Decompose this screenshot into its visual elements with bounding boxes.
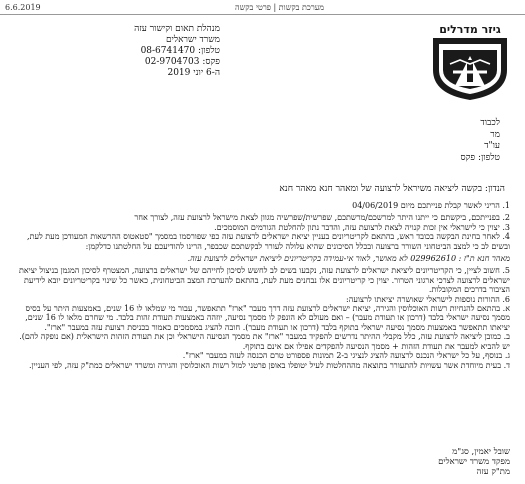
recipient-block bbox=[400, 118, 500, 164]
print-date: 6.6.2019 bbox=[5, 3, 41, 12]
coordination-line: טלפון: 08-6741470 bbox=[140, 46, 220, 56]
paragraph: ד. בעית מיוחדת אשר עשויות להתעורר בתוצאה מההחלטות לעיל יטופלו באופן פרטני למול רשות האוכלוסין והגירה ומשרד ישראלים כמת"ק עזה, לפי העניין. bbox=[28, 360, 510, 370]
paragraph: 6. ההורות נוספות לישראלי שאושרה יציאתו לרצועה: bbox=[346, 294, 510, 304]
subject-line: הנדון: בקשה ליציאה משיראל לרצועה של ומאהר חנא מאהר חנא bbox=[279, 184, 505, 194]
paragraph: א. בהתאם להנחיות רשות האוכלוסין והגירה, יציאת ישראלים לרצועת עזה דרך מעבר "ארז" תתאפשר, עבור מי שמלאו לו 16 שנים, באמצעות היתר על בסיס מסמך נסיעה ישראלי בלבד (דרכון או תעודת מעבר) – ואם מעולם לא הונפק לו מסמך נסיעה, יוזהה באמצעות תעודת זהות בלבד. מי שחרם מלאו לו 16 שנים, יציאתו תתאפשר באמצעות מסמך נסיעה ישראלי בתוקף בלבד (דרכון או תעודת מעבר). חובה להציג במסמכים כאמור בכניסת רצועת עזה במעבר "ארז". bbox=[25, 304, 510, 332]
coordination-line: מנהלת תאום וקישור עזה bbox=[134, 24, 220, 34]
paragraph: 3. יצוין כי לישראלי אין זכות קנויה לצאת לרצועת עזה, והדבר נתון להחלטת הגורמים המוסמכים. bbox=[214, 222, 510, 232]
paragraph: ב. כמובן ליציאה לרצועת עזה, כלל מקבלי ההיתר נדרשים להפקיד במעבר "ארז" את מסמך הנסיעה הישראלי וכן את תעודת הזהות הישראלית (אם נופקה להם). יש להביא למעבר את תעודת הזהות + מסמך הנסיעה להפקדים אפילו אם אינם בתוקף. bbox=[19, 332, 510, 351]
recipient-line: לכבוד bbox=[480, 118, 500, 128]
coordination-line: פקס: 02-9704703 bbox=[144, 57, 220, 67]
letter-body bbox=[10, 201, 510, 370]
recipient-line: מר bbox=[490, 129, 500, 140]
recipient-line: טלפון: פקס bbox=[460, 152, 500, 163]
decision-line: מאהר חנא ת"ז : 029962610 לא מאושר, לאור אי-עמידה בקריטריונים ליציאת ישראלים לרצועת עזה. bbox=[187, 254, 510, 264]
coordination-line: משרד ישראלים bbox=[165, 35, 220, 45]
coordination-line: ה-6 יוני 2019 bbox=[167, 68, 220, 78]
signature-line: שובל יאמין, סג"מ bbox=[452, 447, 510, 457]
signature-line: מת"ק עזה bbox=[476, 467, 510, 477]
signature-block bbox=[420, 447, 510, 477]
recipient-line: עו"ד bbox=[484, 141, 500, 151]
signature-line: מפקד משרד ישראלים bbox=[438, 457, 510, 467]
system-title: מערכת בקשות | פרטי בקשה bbox=[235, 3, 325, 12]
paragraph: ג. בנוסף, על כל ישראלי הנכנס לרצועה להציג לנציגי ב-2 תמונות פספורט טרם הכנסה לעזה במעבר "ארז". bbox=[182, 351, 510, 361]
logo-text: גיזר מדרלים bbox=[439, 23, 501, 36]
paragraph: 2. בפנייתכם, ביקשתם כי ייתנו היתר למרשכם/מרשתכם, שפרשית/שפרשיה מגוון לצאת מישראל לרצועת עזה, לצורך אחר bbox=[134, 213, 510, 223]
paragraph: 4. לאחר בחינת הבקשה בכובד ראש, בהתאם לקריטריונים בעניין יציאת ישראלים לרצועת עזה כפי שפורסמו במסמך "סטאטוס ההרשאות המעודכן מעת לעת, ובשים לב כי למצב הביטחוני השורר ברצועה ובכלל הסיכונים שהיא עלולה לעורר לבקשתכם שכבפר, הרינו להודיעכם על החלטתנו כדלקמן: bbox=[27, 232, 510, 251]
paragraph: 5. חשוב לציין, כי הקריטריונים ליציאת ישראלים לרצועת עזה, נקבעו בשים לב לחשש לסיכון לחייהם של ישראלים ברצועה, המצטרף לסיכון המגמן בניצול יציאת ישראלים לרצועה לצרכי ארגוני הטרור. יצוין כי קריטריונים אלו נבחנים מעת לעת, בהתאם להערכת המצב הביטחונית, כאשר כל שינוי בקריטריונים יובא לידיעת הציבור בדרכים המקובלות. bbox=[18, 266, 510, 295]
emblem-icon bbox=[425, 20, 515, 102]
header-divider bbox=[0, 14, 525, 15]
paragraph: 1. הריני לאשר קבלת פנייתכם מיום 04/06/2019 bbox=[352, 201, 510, 210]
coordination-block bbox=[70, 24, 220, 79]
cogat-logo bbox=[425, 20, 515, 102]
